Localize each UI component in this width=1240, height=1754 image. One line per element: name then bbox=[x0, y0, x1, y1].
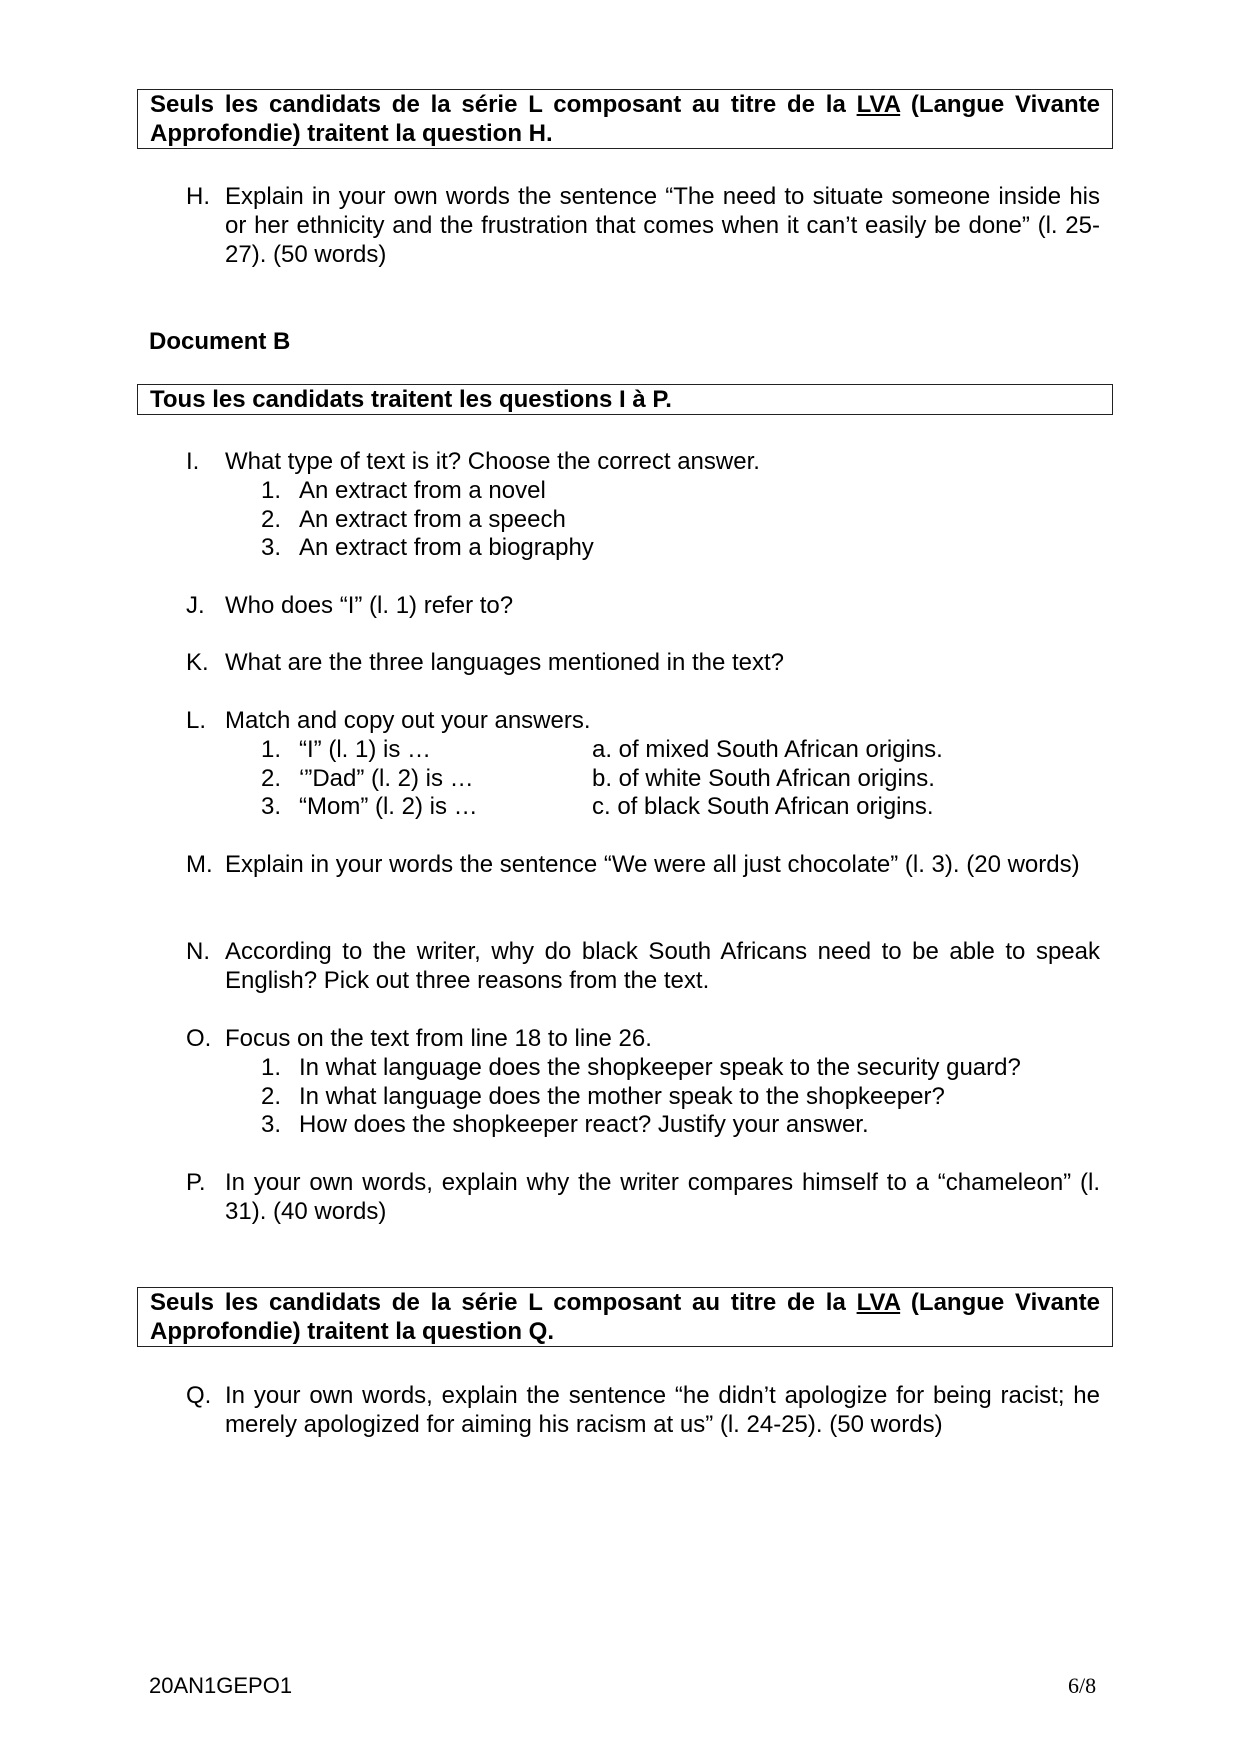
lva-notice-post: (Langue Vivante Approfondie) traitent la question H. bbox=[150, 91, 1100, 147]
lva-notice-pre: Seuls les candidats de la série L composant au titre de la bbox=[150, 91, 857, 118]
question-m bbox=[186, 850, 1100, 879]
question-q bbox=[186, 1381, 1100, 1439]
question-letter: Q. bbox=[186, 1382, 212, 1409]
document-b-heading: Document B bbox=[149, 328, 291, 355]
question-letter: N. bbox=[186, 938, 210, 965]
question-letter: P. bbox=[186, 1169, 206, 1196]
question-text: In your own words, explain why the writer compares himself to a “chameleon” (l. 31). (40 words) bbox=[225, 1169, 1100, 1225]
lva-abbrev: LVA bbox=[856, 1289, 901, 1316]
question-k bbox=[186, 648, 1100, 677]
lva-notice-box-h bbox=[137, 89, 1113, 149]
question-o bbox=[186, 1024, 1100, 1053]
question-letter: O. bbox=[186, 1025, 212, 1052]
question-letter: K. bbox=[186, 649, 209, 676]
question-text: What type of text is it? Choose the correct answer. bbox=[225, 448, 760, 475]
lva-notice-pre: Seuls les candidats de la série L composant au titre de la bbox=[150, 1289, 857, 1316]
question-text: Match and copy out your answers. bbox=[225, 707, 591, 734]
page-number: 6/8 bbox=[1068, 1673, 1097, 1698]
question-h bbox=[186, 182, 1100, 269]
question-letter: I. bbox=[186, 448, 200, 475]
all-candidates-notice: Tous les candidats traitent les questions I à P. bbox=[150, 386, 672, 413]
question-n bbox=[186, 937, 1100, 995]
match-right-item: a. of mixed South African origins. bbox=[592, 736, 943, 763]
question-letter: H. bbox=[186, 183, 210, 210]
match-right-item: c. of black South African origins. bbox=[592, 793, 934, 820]
lva-notice-post: (Langue Vivante Approfondie) traitent la question Q. bbox=[150, 1289, 1100, 1345]
question-l bbox=[186, 706, 1100, 735]
question-text: According to the writer, why do black South Africans need to be able to speak English? Pick out three reasons from the text. bbox=[225, 938, 1100, 994]
question-letter: L. bbox=[186, 707, 207, 734]
question-text: Explain in your own words the sentence “The need to situate someone inside his or her ethnicity and the frustration that comes when it can’t easily be done” (l. 25-27). (50 words) bbox=[225, 183, 1100, 268]
question-text: Who does “I” (l. 1) refer to? bbox=[225, 592, 514, 619]
match-right-item: b. of white South African origins. bbox=[592, 765, 935, 792]
lva-abbrev: LVA bbox=[856, 91, 901, 118]
question-text: In your own words, explain the sentence “he didn’t apologize for being racist; he merely apologized for aiming his racism at us” (l. 24-25). (50 words) bbox=[225, 1382, 1100, 1438]
question-text: Focus on the text from line 18 to line 26. bbox=[225, 1025, 652, 1052]
question-i bbox=[186, 447, 1100, 476]
all-candidates-box bbox=[137, 384, 1113, 415]
question-text: Explain in your words the sentence “We were all just chocolate” (l. 3). (20 words) bbox=[225, 851, 1080, 878]
question-j bbox=[186, 591, 1100, 620]
lva-notice-box-q bbox=[137, 1287, 1113, 1347]
question-text: What are the three languages mentioned in the text? bbox=[225, 649, 785, 676]
exam-code: 20AN1GEPO1 bbox=[149, 1673, 293, 1698]
question-p bbox=[186, 1168, 1100, 1226]
question-letter: J. bbox=[186, 592, 205, 619]
question-letter: M. bbox=[186, 851, 213, 878]
